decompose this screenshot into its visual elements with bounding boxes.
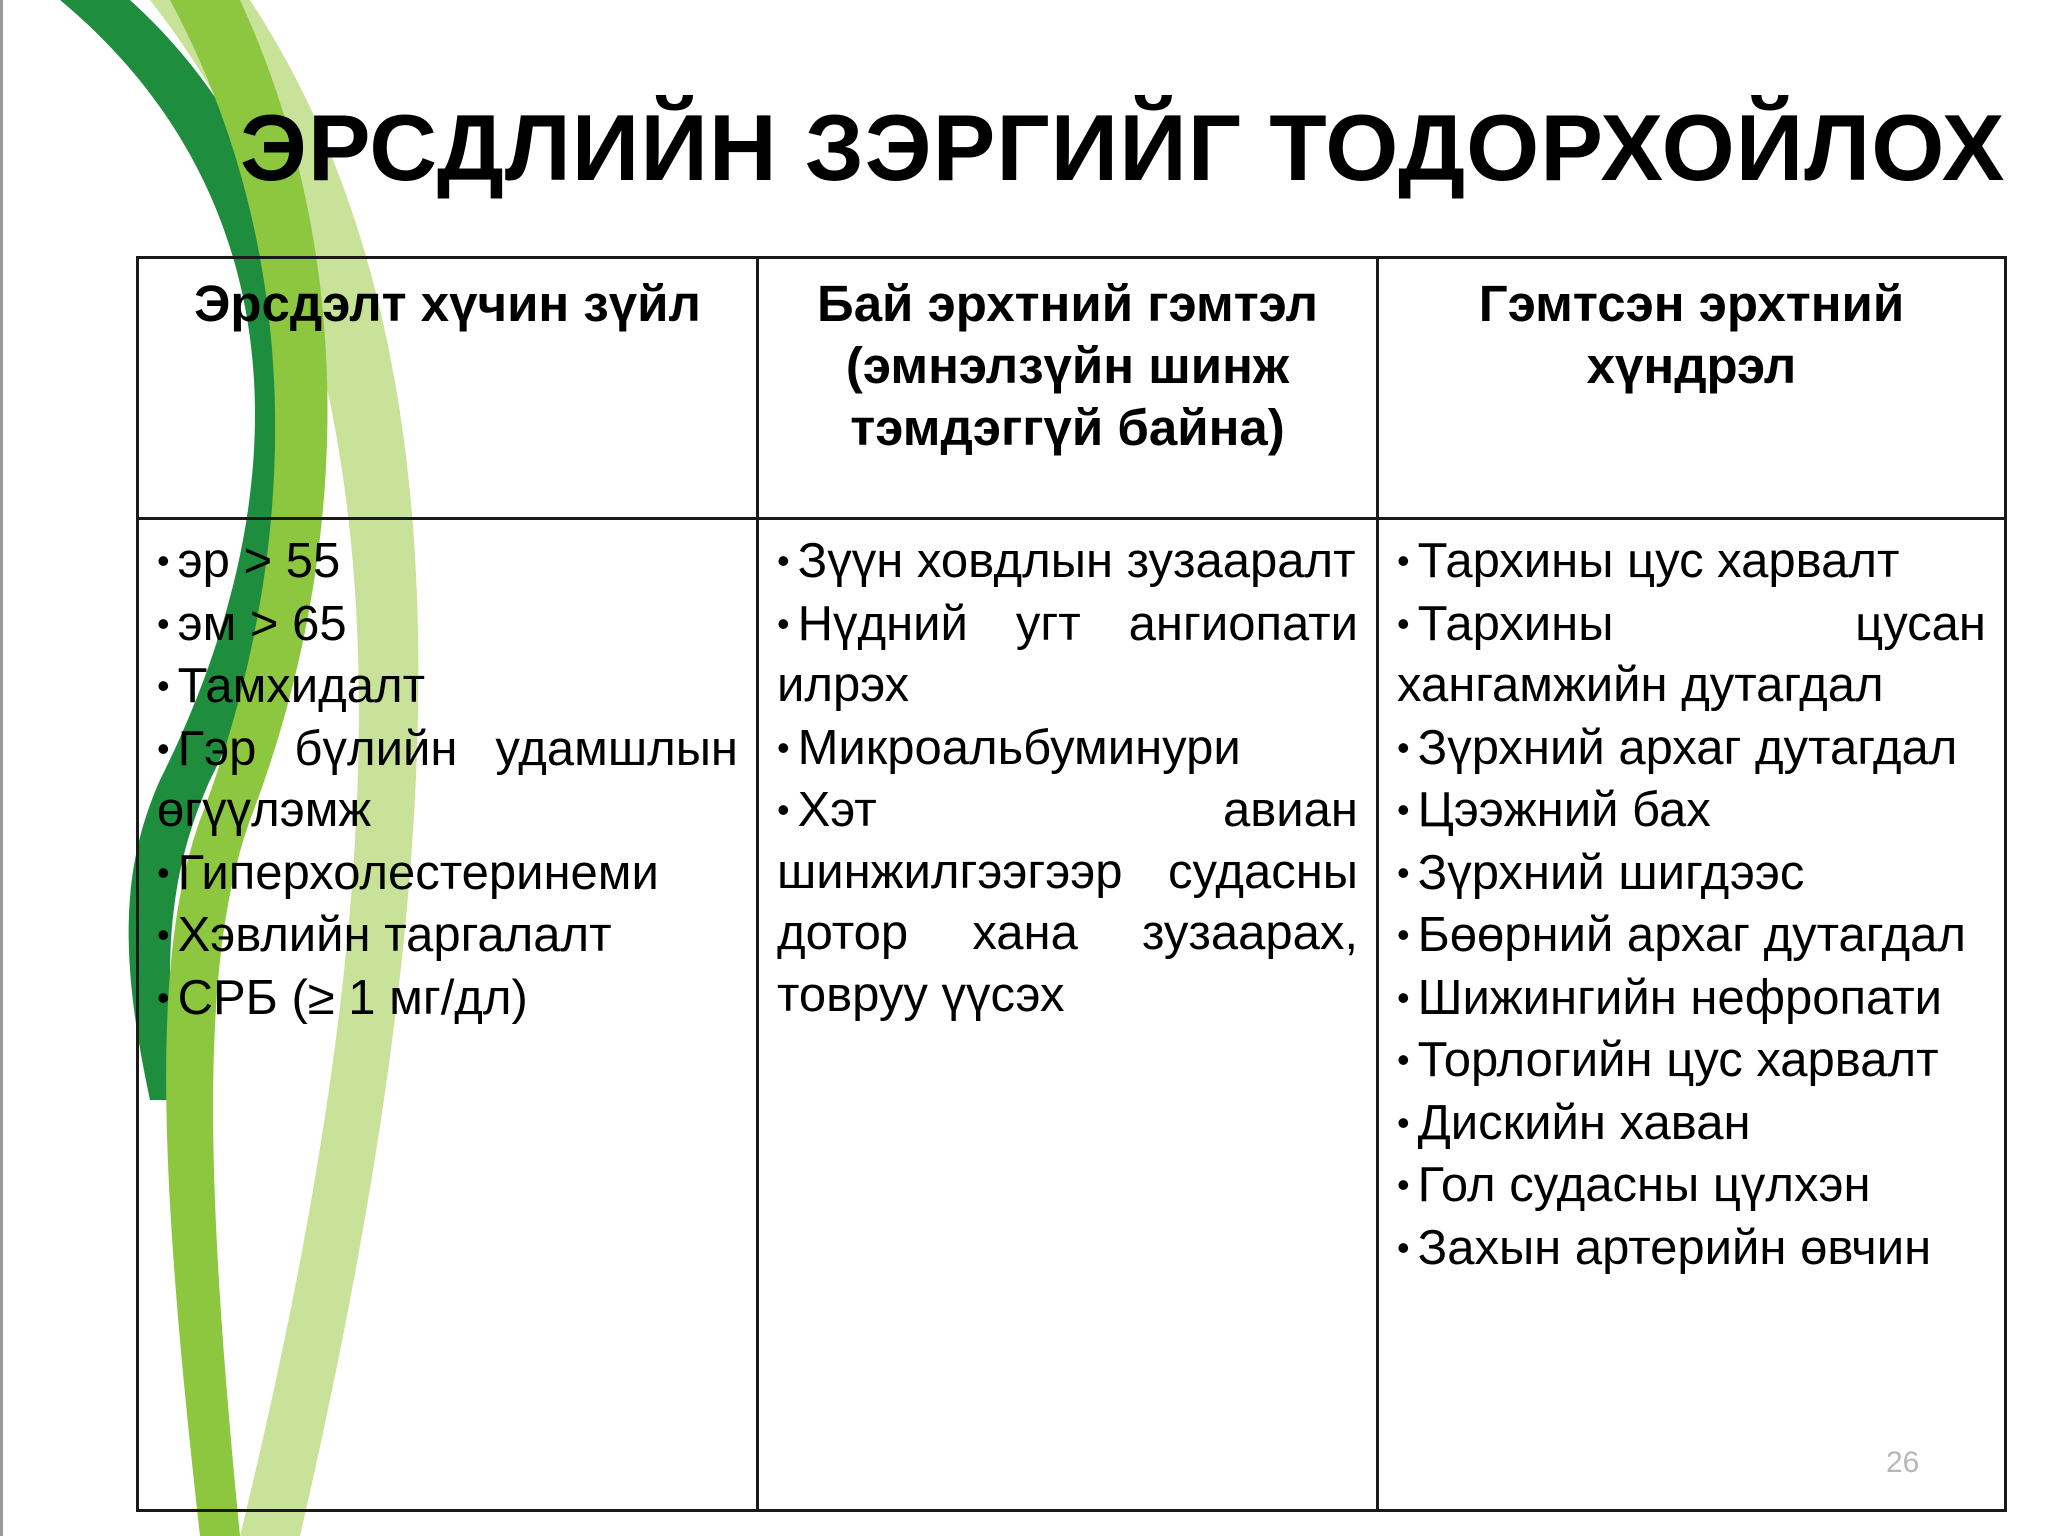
list-item-text: Бөөрний архаг дутагдал [1417,908,1966,962]
header-complications: Гэмтсэн эрхтний хүндрэл [1378,258,2006,519]
bullet: • [1397,602,1410,644]
bullet: • [1397,789,1410,830]
list-item [1397,779,1986,842]
list-item-text: Цээжний бах [1417,783,1711,837]
list-item [157,718,738,842]
list-item [777,593,1358,717]
list-item [157,967,738,1030]
header-target-organ-damage: Бай эрхтний гэмтэл (эмнэлзүйн шинж тэмдэггүй байна) [758,258,1378,519]
table-header-row [138,258,2006,519]
list-item-text: Зүрхний шигдээс [1417,845,1805,900]
bullet: • [157,727,170,769]
list-item [1397,1154,1986,1217]
list-item-text: Тархины цусан хангамжийн дутагдал [1397,596,1986,712]
list-item-text: Хэвлийн таргалалт [177,908,612,962]
list-item-text: Хэт авиан шинжилгээгээр судасны дотор хана зузаарах, товруу үүсэх [777,783,1358,1022]
list-item-text: Нүдний угт ангиопати илрэх [777,596,1358,712]
bullet: • [1397,914,1410,955]
bullet: • [777,602,790,644]
bullet: • [777,540,790,581]
list-item-text: Зүрхний архаг дутагдал [1417,720,1958,775]
list-item-text: Дискийн хаван [1417,1095,1751,1150]
bullet: • [1397,1039,1410,1080]
list-item [777,530,1358,593]
list-item-text: Торлогийн цус харвалт [1417,1033,1939,1087]
list-item-text: эм > 65 [177,596,347,651]
complications-cell [1378,519,2006,1511]
bullet: • [1397,726,1410,768]
bullet: • [157,665,170,706]
target-organ-damage-cell [758,519,1378,1511]
bullet: • [1397,1101,1410,1143]
bullet: • [1397,851,1410,893]
list-item-text: Шижингийн нефропати [1417,970,1943,1025]
bullet: • [1397,540,1410,581]
list-item [157,530,738,593]
bullet: • [777,726,790,768]
risk-table [136,256,2007,1512]
list-item [1397,1217,1986,1280]
list-item-text: Гол судасны цүлхэн [1417,1158,1871,1212]
risk-factors-cell [138,519,758,1511]
bullet: • [157,851,170,893]
bullet: • [1397,976,1410,1018]
table-body-row [138,519,2006,1511]
list-item [1397,717,1986,780]
list-item [1397,1092,1986,1155]
page-number: 26 [1886,1446,1920,1479]
list-item [1397,1029,1986,1092]
list-item [157,842,738,905]
list-item-text: Микроальбуминури [797,720,1241,775]
list-item-text: эр > 55 [177,534,341,588]
list-item [157,655,738,718]
list-item [1397,593,1986,717]
list-item [777,779,1358,1026]
bullet: • [1397,1226,1410,1268]
list-item-text: Тархины цус харвалт [1417,534,1900,588]
bullet: • [157,540,170,581]
list-item-text: Зүүн ховдлын зузааралт [797,534,1356,588]
list-item-text: Тамхидалт [177,659,426,713]
list-item [1397,904,1986,967]
bullet: • [157,914,170,955]
list-item-text: Захын артерийн өвчин [1417,1220,1932,1275]
list-item [777,717,1358,780]
bullet: • [157,602,170,644]
header-risk-factors: Эрсдэлт хүчин зүйл [138,258,758,519]
bullet: • [1397,1164,1410,1205]
list-item [157,904,738,967]
list-item [157,593,738,656]
list-item-text: Гэр бүлийн удамшлын өгүүлэмж [157,721,738,837]
bullet: • [157,976,170,1018]
list-item [1397,842,1986,905]
list-item [1397,530,1986,593]
bullet: • [777,789,790,830]
list-item [1397,967,1986,1030]
slide-title: ЭРСДЛИЙН ЗЭРГИЙГ ТОДОРХОЙЛОХ [240,95,2006,200]
list-item-text: Гиперхолестеринеми [177,845,659,900]
list-item-text: СРБ (≥ 1 мг/дл) [177,970,528,1025]
